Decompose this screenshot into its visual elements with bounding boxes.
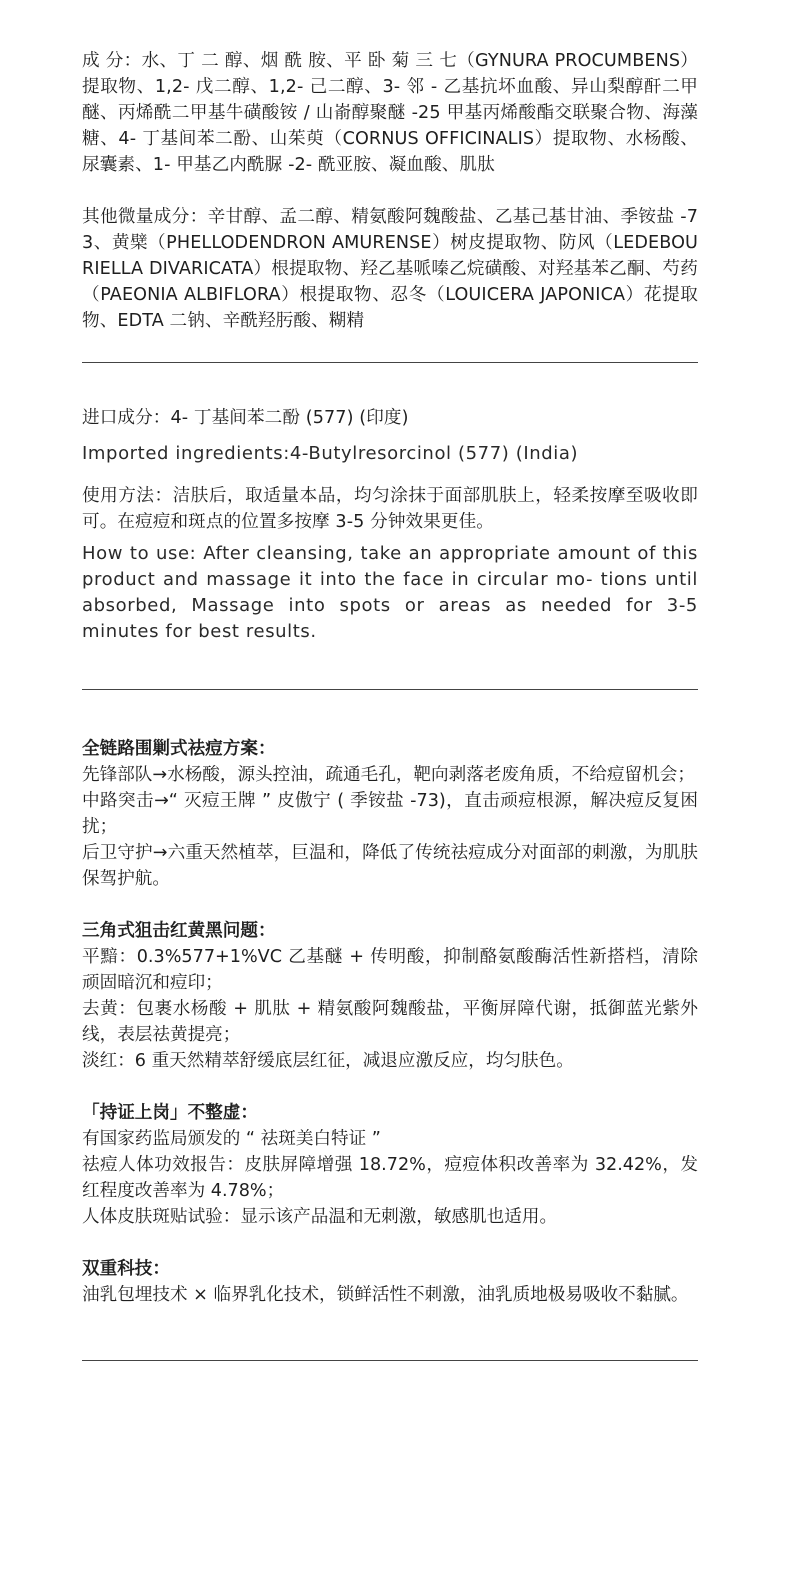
section-red-yellow-black bbox=[82, 918, 698, 1074]
section-heading: 全链路围剿式祛痘方案： bbox=[82, 739, 276, 759]
imported-cn: 进口成分：4- 丁基间苯二酚 (577) (印度) bbox=[82, 408, 409, 428]
section-line: 人体皮肤斑贴试验：显示该产品温和无刺激，敏感肌也适用。 bbox=[82, 1207, 558, 1227]
usage-cn: 使用方法：洁肤后，取适量本品，均匀涂抹于面部肌肤上，轻柔按摩至吸收即可。在痘痘和斑点的位置多按摩 3-5 分钟效果更佳。 bbox=[82, 486, 698, 532]
section-heading: 三角式狙击红黄黑问题： bbox=[82, 921, 276, 941]
section-acne-plan bbox=[82, 736, 698, 892]
section-line: 去黄：包裹水杨酸 + 肌肽 + 精氨酸阿魏酸盐，平衡屏障代谢，抵御蓝光紫外线，表层祛黄提亮； bbox=[82, 999, 698, 1045]
section-heading: 双重科技： bbox=[82, 1259, 170, 1279]
section-dual-tech bbox=[82, 1256, 698, 1308]
section-line: 中路突击→“ 灭痘王牌 ” 皮傲宁 ( 季铵盐 -73)，直击顽痘根源，解决痘反复困扰； bbox=[82, 791, 698, 837]
section-line: 后卫守护→六重天然植萃，巨温和，降低了传统祛痘成分对面部的刺激，为肌肤保驾护航。 bbox=[82, 843, 698, 889]
divider-3 bbox=[82, 1360, 698, 1361]
section-heading: 「持证上岗」不整虚： bbox=[82, 1103, 258, 1123]
document-page bbox=[82, 48, 698, 1361]
section-line: 有国家药监局颁发的 “ 祛斑美白特证 ” bbox=[82, 1129, 381, 1149]
usage-en: How to use: After cleansing, take an appropriate amount of this product and massage it into the face in circular mo- tions until absorbed, Massage into spots or areas as needed for 3-5 minutes for best results. bbox=[82, 543, 698, 642]
section-certified bbox=[82, 1100, 698, 1230]
ingredients-trace: 其他微量成分：辛甘醇、孟二醇、精氨酸阿魏酸盐、乙基己基甘油、季铵盐 -73、黄檗（PHELLODENDRON AMURENSE）树皮提取物、防风（LEDEBOURIELLA DIVARICATA）根提取物、羟乙基哌嗪乙烷磺酸、对羟基苯乙酮、芍药（PAEONIA ALBIFLORA）根提取物、忍冬（LOUICERA JAPONICA）花提取物、EDTA 二钠、辛酰羟肟酸、糊精 bbox=[82, 207, 698, 331]
section-line: 平黯：0.3%577+1%VC 乙基醚 + 传明酸，抑制酪氨酸酶活性新搭档，清除顽固暗沉和痘印； bbox=[82, 947, 698, 993]
imported-en: Imported ingredients:4-Butylresorcinol (577) (India) bbox=[82, 443, 579, 464]
section-line: 淡红：6 重天然精萃舒缓底层红征，减退应激反应，均匀肤色。 bbox=[82, 1051, 574, 1071]
section-line: 先锋部队→水杨酸，源头控油，疏通毛孔，靶向剥落老废角质，不给痘留机会； bbox=[82, 765, 695, 785]
section-line: 祛痘人体功效报告：皮肤屏障增强 18.72%，痘痘体积改善率为 32.42%，发红程度改善率为 4.78%； bbox=[82, 1155, 698, 1201]
ingredients-main: 成 分：水、丁 二 醇、烟 酰 胺、平 卧 菊 三 七（GYNURA PROCUMBENS）提取物、1,2- 戊二醇、1,2- 己二醇、3- 邻 - 乙基抗坏血酸、异山梨醇酐二甲醚、丙烯酰二甲基牛磺酸铵 / 山嵛醇聚醚 -25 甲基丙烯酸酯交联聚合物、海藻糖、4- 丁基间苯二酚、山茱萸（CORNUS OFFICINALIS）提取物、水杨酸、尿囊素、1- 甲基乙内酰脲 -2- 酰亚胺、凝血酸、肌肽 bbox=[82, 51, 698, 175]
section-line: 油乳包埋技术 × 临界乳化技术，锁鲜活性不刺激，油乳质地极易吸收不黏腻。 bbox=[82, 1285, 689, 1305]
